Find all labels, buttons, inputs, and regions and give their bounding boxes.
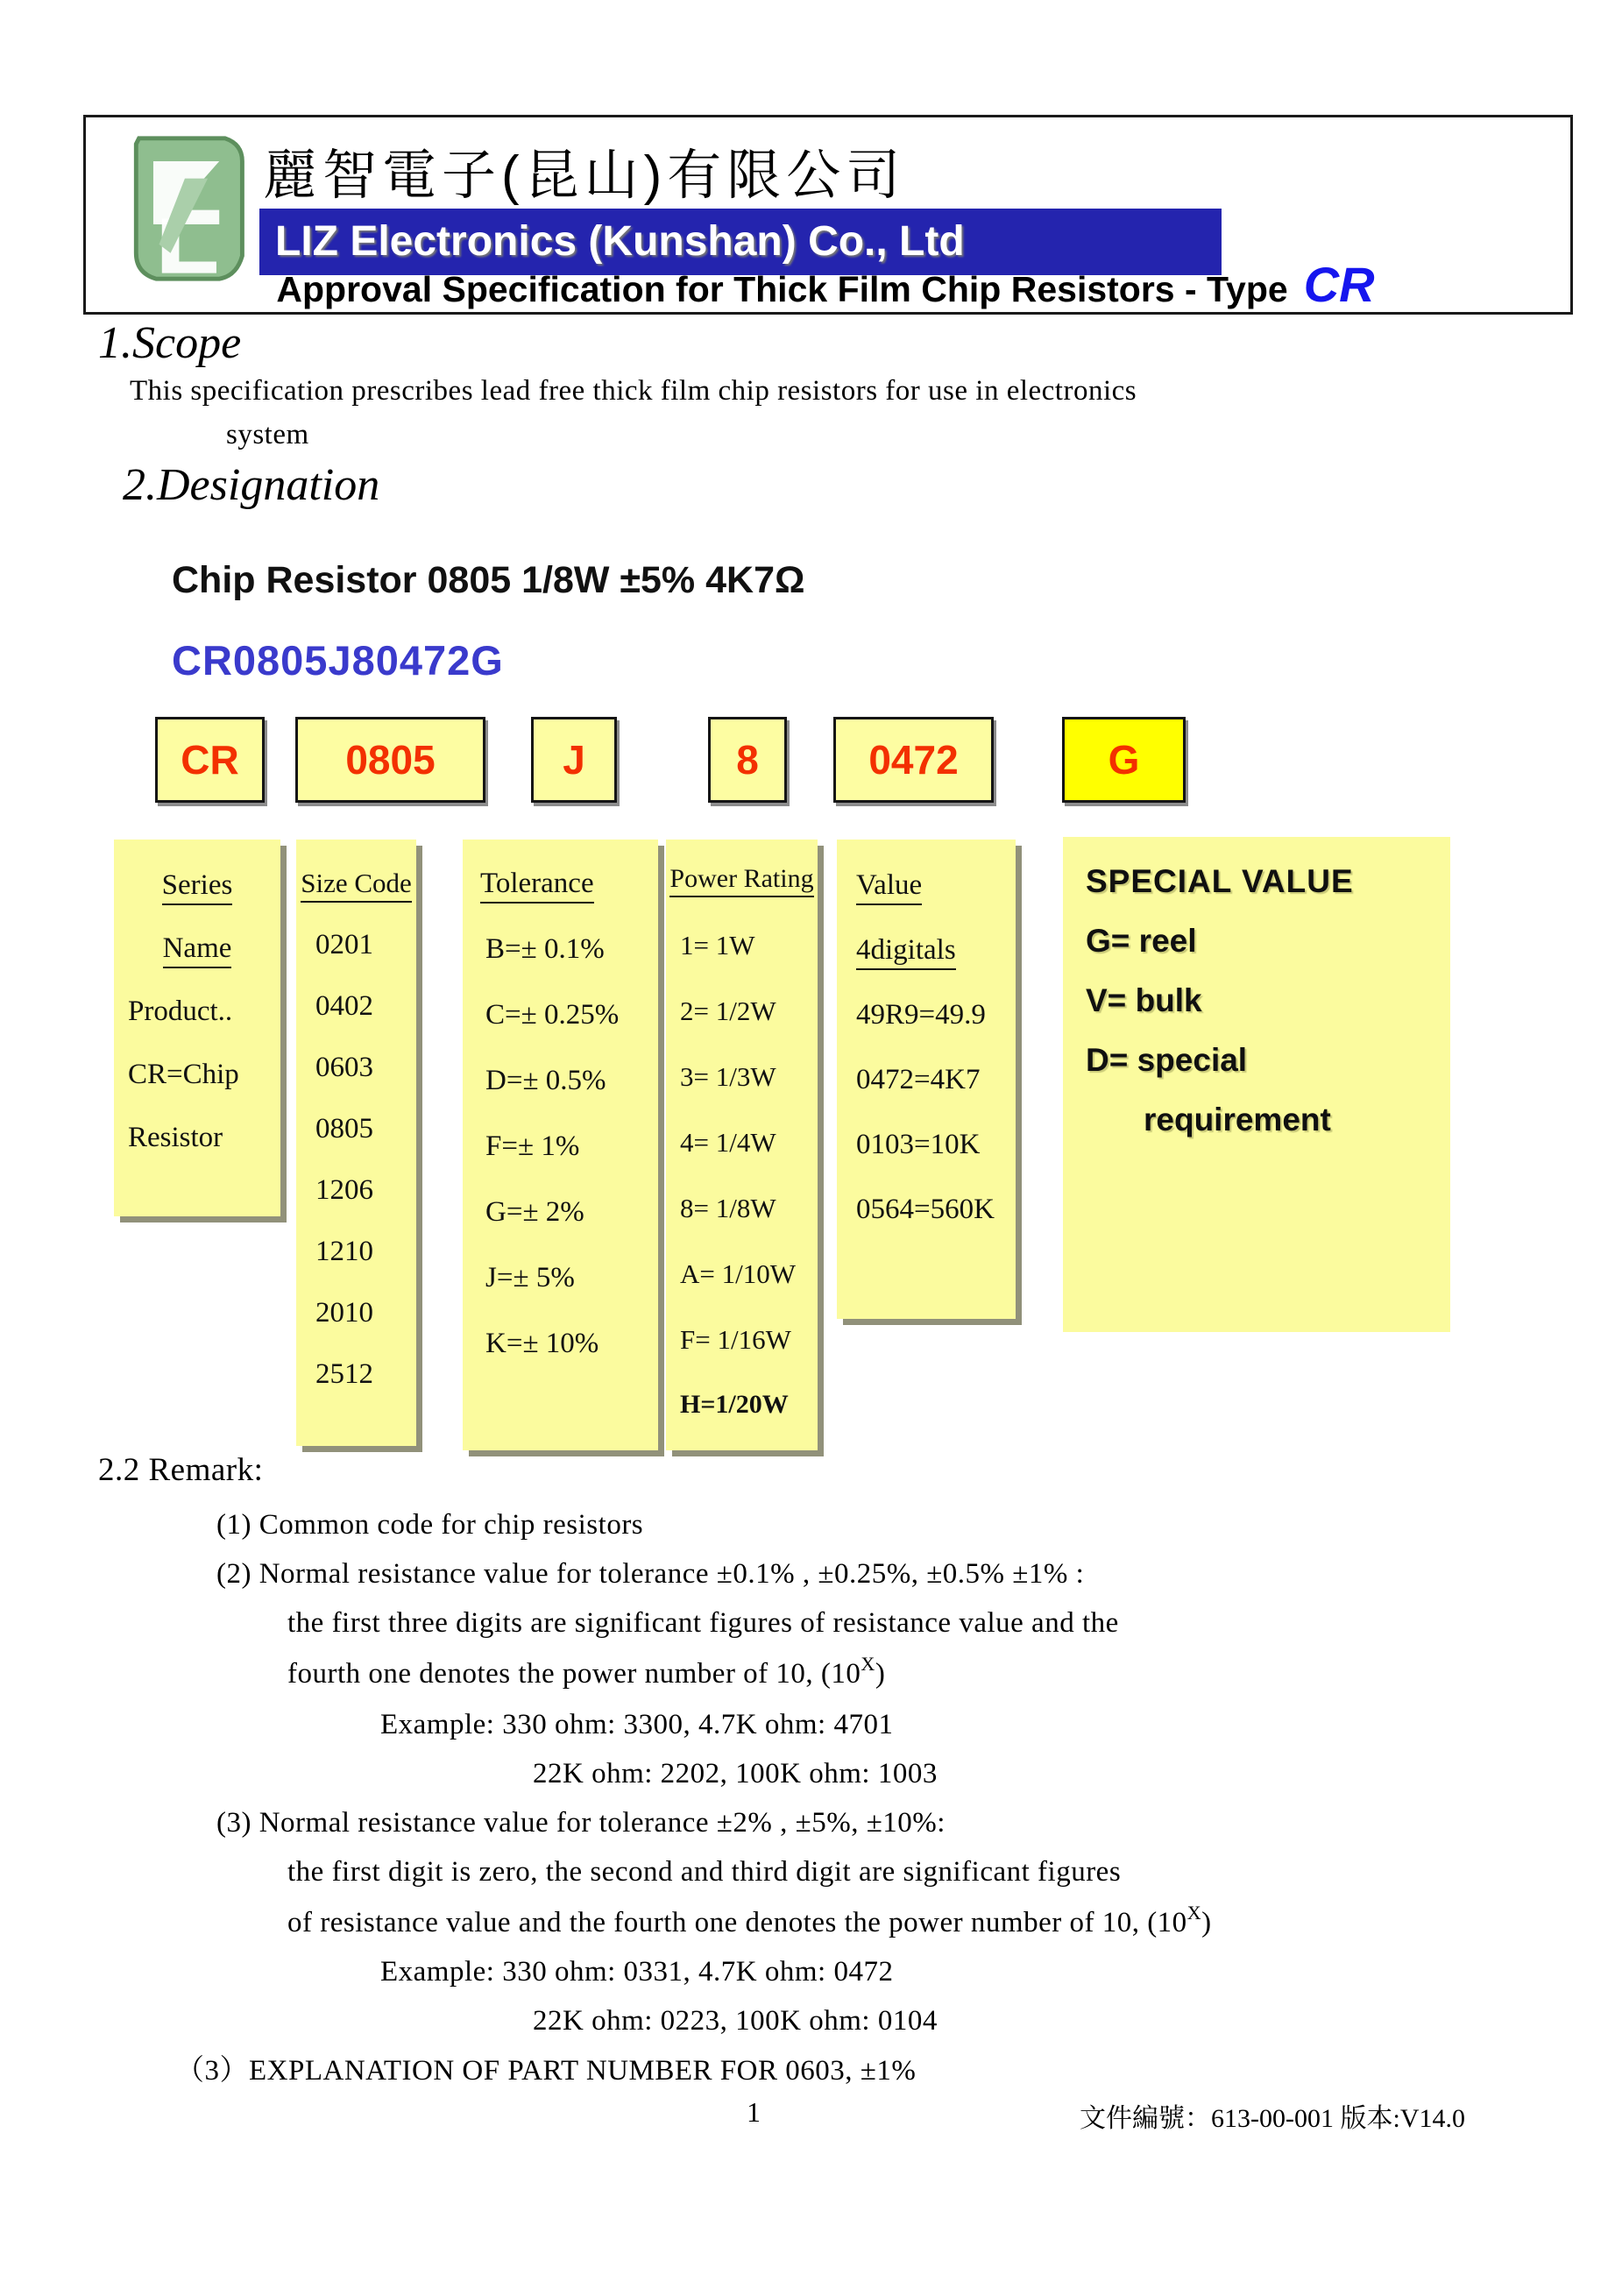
remark-example-1b: 22K ohm: 2202, 100K ohm: 1003 <box>533 1758 938 1789</box>
company-name-chinese: 麗智電子(昆山)有限公司 <box>263 145 906 206</box>
tolerance-column <box>463 840 658 1450</box>
size-code-item: 0201 <box>315 929 373 960</box>
power-rating-header: Power Rating <box>666 864 818 930</box>
remark-heading: 2.2 Remark: <box>98 1452 264 1488</box>
value-header-2: 4digitals <box>837 934 1016 999</box>
product-title: Chip Resistor 0805 1/8W ±5% 4K7Ω <box>172 559 805 601</box>
scope-line-2: system <box>226 419 309 450</box>
code-box-special: G <box>1062 717 1186 803</box>
series-header-2: Name <box>114 932 280 996</box>
power-rating-item: A= 1/10W <box>680 1258 796 1289</box>
tolerance-item: B=± 0.1% <box>485 933 605 965</box>
scope-line-1: This specification prescribes lead free thick film chip resistors for use in electronics <box>130 375 1137 407</box>
series-header-1: Series <box>114 869 280 932</box>
size-code-item: 0805 <box>315 1113 373 1144</box>
remark-text: fourth one denotes the power number of 10, (10 <box>287 1658 861 1690</box>
size-code-item: 1206 <box>315 1174 373 1206</box>
special-value-item: G= reel <box>1086 923 1197 959</box>
power-rating-item: 2= 1/2W <box>680 996 776 1026</box>
scope-heading: 1.Scope <box>98 318 242 368</box>
series-item: Resistor <box>128 1122 223 1153</box>
company-name-banner: LIZ Electronics (Kunshan) Co., Ltd <box>259 209 1222 275</box>
part-number: CR0805J80472G <box>172 637 504 684</box>
tolerance-item: D=± 0.5% <box>485 1065 606 1096</box>
size-code-item: 2512 <box>315 1358 373 1390</box>
remark-item-3-line-2: the first digit is zero, the second and third digit are significant figures <box>287 1856 1122 1888</box>
series-item: CR=Chip <box>128 1059 239 1090</box>
series-column <box>114 840 280 1216</box>
document-title <box>86 256 1565 313</box>
title-type-code: CR <box>1303 257 1375 312</box>
power-rating-item: 4= 1/4W <box>680 1127 776 1158</box>
power-rating-item: 8= 1/8W <box>680 1193 776 1223</box>
power-exponent: X <box>861 1653 875 1675</box>
special-value-item: D= special <box>1086 1042 1248 1078</box>
size-code-column <box>296 840 416 1446</box>
value-header-1: Value <box>837 869 1016 934</box>
special-value-header: SPECIAL VALUE <box>1086 863 1354 899</box>
power-rating-item: 1= 1W <box>680 930 755 960</box>
power-rating-item: H=1/20W <box>680 1390 789 1419</box>
remark-example-2a: Example: 330 ohm: 0331, 4.7K ohm: 0472 <box>380 1956 894 1988</box>
tolerance-item: G=± 2% <box>485 1196 584 1228</box>
special-value-item: requirement <box>1144 1102 1331 1137</box>
value-item: 0564=560K <box>856 1194 995 1225</box>
tolerance-item: C=± 0.25% <box>485 999 620 1031</box>
title-text: Approval Specification for Thick Film Chip Resistors - Type <box>276 269 1288 309</box>
code-box-size: 0805 <box>295 717 485 803</box>
power-exponent: X <box>1186 1902 1202 1924</box>
size-code-item: 0402 <box>315 990 373 1022</box>
value-item: 0103=10K <box>856 1129 981 1160</box>
size-code-item: 0603 <box>315 1052 373 1083</box>
remark-item-4: （3）EXPLANATION OF PART NUMBER FOR 0603, ±1% <box>175 2055 917 2087</box>
remark-example-1a: Example: 330 ohm: 3300, 4.7K ohm: 4701 <box>380 1709 894 1740</box>
tolerance-item: J=± 5% <box>485 1262 575 1293</box>
tolerance-header: Tolerance <box>463 868 658 933</box>
remark-example-2b: 22K ohm: 0223, 100K ohm: 0104 <box>533 2005 938 2037</box>
remark-item-2: (2) Normal resistance value for tolerance ±0.1% , ±0.25%, ±0.5% ±1% : <box>216 1558 1085 1590</box>
size-code-header: Size Code <box>296 868 416 929</box>
size-code-item: 2010 <box>315 1297 373 1329</box>
code-box-tolerance: J <box>531 717 617 803</box>
doc-number-version: 文件編號：613-00-001 版本:V14.0 <box>1080 2104 1465 2133</box>
designation-heading: 2.Designation <box>123 460 380 510</box>
remark-text: of resistance value and the fourth one denotes the power number of 10, (10 <box>287 1907 1187 1938</box>
special-value-box <box>1063 837 1450 1332</box>
remark-item-3-line-3 <box>287 1902 1212 1939</box>
remark-text: ) <box>875 1658 886 1690</box>
power-rating-column <box>666 840 818 1450</box>
remark-text: ) <box>1201 1907 1212 1938</box>
size-code-item: 1210 <box>315 1236 373 1267</box>
series-item: Product.. <box>128 996 233 1027</box>
special-value-item: V= bulk <box>1086 982 1202 1018</box>
page-number: 1 <box>747 2096 761 2128</box>
remark-item-1: (1) Common code for chip resistors <box>216 1509 644 1541</box>
tolerance-item: F=± 1% <box>485 1130 580 1162</box>
remark-item-2-line-2: the first three digits are significant figures of resistance value and the <box>287 1607 1119 1639</box>
power-rating-item: F= 1/16W <box>680 1324 791 1355</box>
code-box-series: CR <box>155 717 265 803</box>
code-box-value: 0472 <box>833 717 994 803</box>
value-item: 0472=4K7 <box>856 1064 981 1095</box>
power-rating-item: 3= 1/3W <box>680 1061 776 1092</box>
remark-item-2-line-3 <box>287 1653 886 1690</box>
value-column <box>837 840 1016 1319</box>
value-item: 49R9=49.9 <box>856 999 986 1031</box>
remark-item-3: (3) Normal resistance value for tolerance ±2% , ±5%, ±10%: <box>216 1807 946 1839</box>
tolerance-item: K=± 10% <box>485 1328 599 1359</box>
code-box-power: 8 <box>708 717 787 803</box>
